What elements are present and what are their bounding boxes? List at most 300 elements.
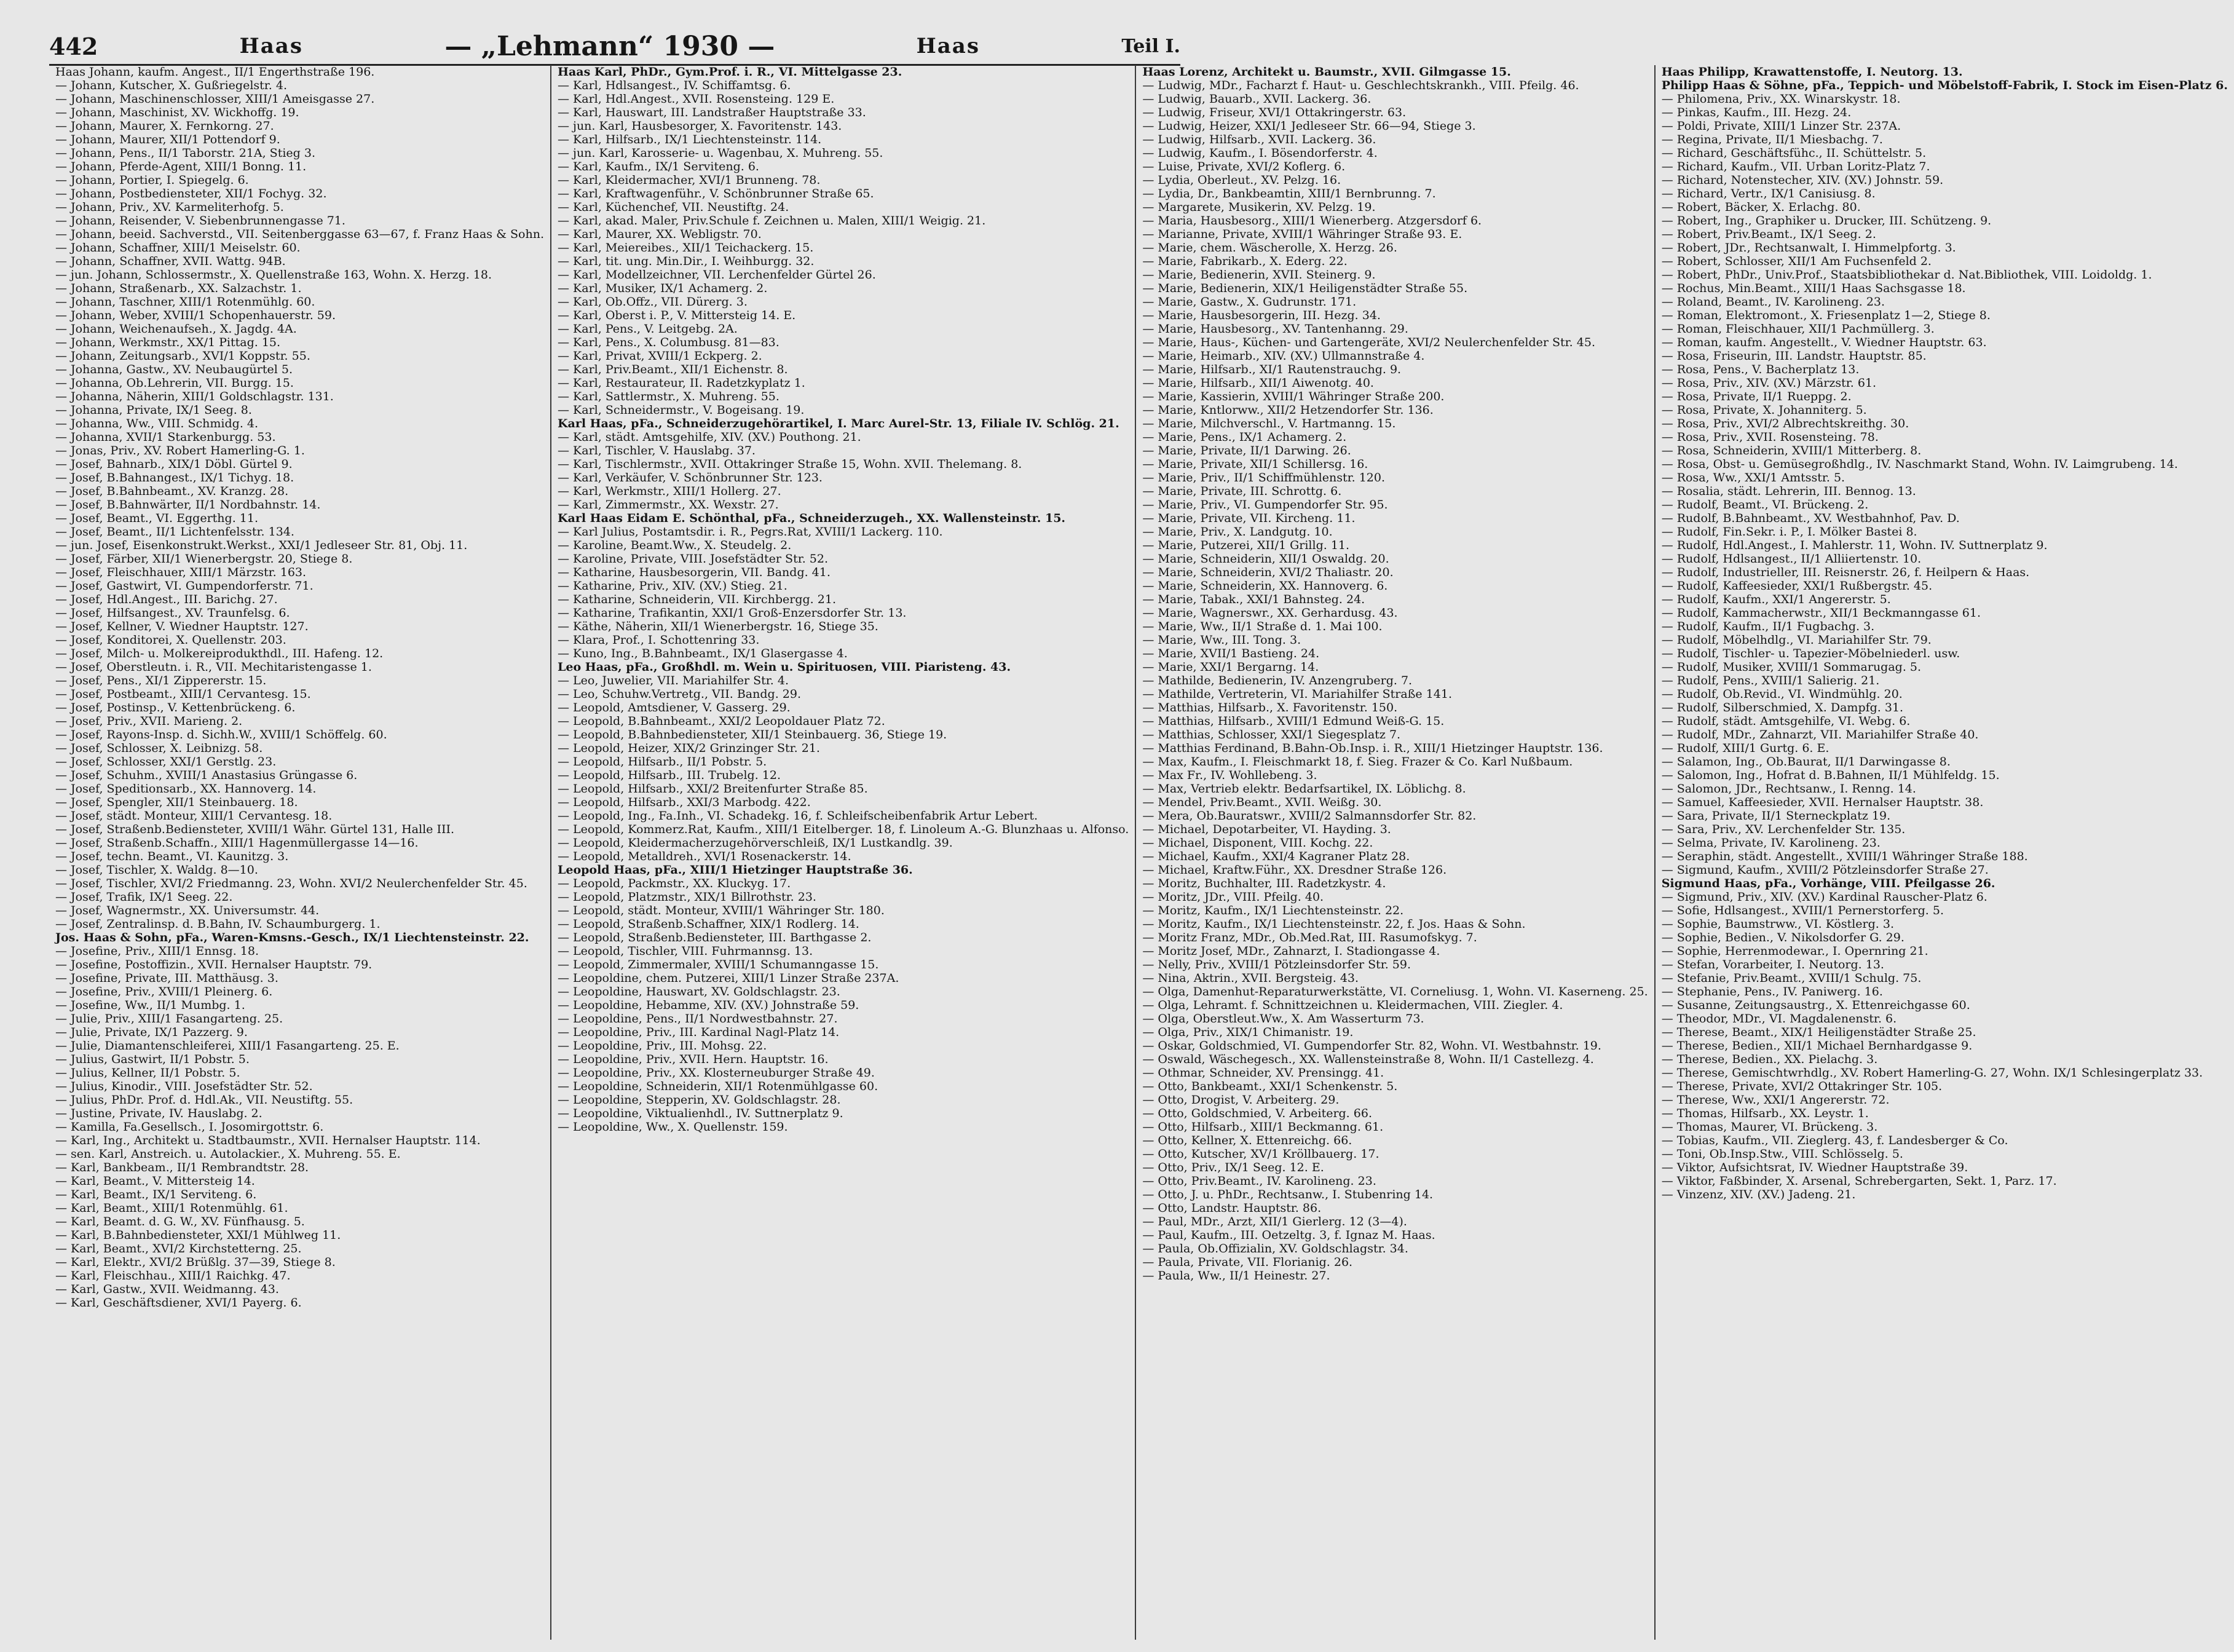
directory-entry: — Johanna, Private, IX/1 Seeg. 8.: [55, 403, 252, 417]
directory-entry: — Rudolf, Hdl.Angest., I. Mahlerstr. 11, Wohn. IV. Suttnerplatz 9.: [1661, 539, 2048, 552]
directory-entry: — Ludwig, Bauarb., XVII. Lackerg. 36.: [1142, 92, 1372, 106]
directory-entry: — Marie, Tabak., XXI/1 Bahnsteg. 24.: [1142, 593, 1365, 606]
directory-entry: — Oswald, Wäschegesch., XX. Wallensteinstraße 8, Wohn. II/1 Castellezg. 4.: [1142, 1053, 1594, 1066]
page-number: 442: [49, 32, 98, 60]
directory-entry: — Marie, Haus-, Küchen- und Gartengeräte, XVI/2 Neulerchenfelder Str. 45.: [1142, 336, 1595, 349]
directory-entry: — Sigmund, Priv., XIV. (XV.) Kardinal Rauscher-Platz 6.: [1661, 890, 1987, 904]
directory-entry: — Rudolf, B.Bahnbeamt., XV. Westbahnhof, Pav. D.: [1661, 512, 1960, 525]
directory-entry: — Karoline, Private, VIII. Josefstädter Str. 52.: [558, 552, 828, 566]
directory-entry: — Otto, Goldschmied, V. Arbeiterg. 66.: [1142, 1107, 1372, 1120]
directory-entry: — sen. Karl, Anstreich. u. Autolackier., X. Muhreng. 55. E.: [55, 1147, 401, 1161]
directory-entry: — Nina, Aktrin., XVII. Bergsteig. 43.: [1142, 971, 1359, 985]
directory-entry: — Josefine, Priv., XVIII/1 Pleinerg. 6.: [55, 985, 273, 998]
directory-entry: — Tobias, Kaufm., VII. Zieglerg. 43, f. Landesberger & Co.: [1661, 1134, 2008, 1147]
directory-entry: — Josef, Kellner, V. Wiedner Hauptstr. 127.: [55, 620, 309, 633]
directory-entry: — Josef, Wagnermstr., XX. Universumstr. 44.: [55, 904, 320, 917]
directory-entry: — Katharine, Schneiderin, VII. Kirchbergg. 21.: [558, 593, 836, 606]
directory-entry: — Leopold, Zimmermaler, XVIII/1 Schumanngasse 15.: [558, 958, 879, 971]
directory-entry: — jun. Karl, Hausbesorger, X. Favoritenstr. 143.: [558, 119, 842, 133]
directory-entry: — Jonas, Priv., XV. Robert Hamerling-G. 1.: [55, 444, 305, 457]
column-2: [551, 65, 1136, 1640]
directory-entry: — Richard, Notenstecher, XIV. (XV.) Johnstr. 59.: [1661, 173, 1944, 187]
directory-entry: Jos. Haas & Sohn, pFa., Waren-Kmsns.-Gesch., IX/1 Liechtensteinstr. 22.: [55, 931, 529, 944]
directory-entry: Haas Philipp, Krawattenstoffe, I. Neutorg. 13.: [1661, 65, 1963, 79]
directory-entry: — Sigmund, Kaufm., XVIII/2 Pötzleinsdorfer Straße 27.: [1661, 863, 1989, 877]
directory-entry: — Karl, Kraftwagenführ., V. Schönbrunner Straße 65.: [558, 187, 874, 200]
directory-entry: — Rudolf, städt. Amtsgehilfe, VI. Webg. 6.: [1661, 714, 1911, 728]
directory-entry: — Johann, beeid. Sachverstd., VII. Seitenberggasse 63—67, f. Franz Haas & Sohn.: [55, 227, 545, 241]
directory-entry: — Therese, Ww., XXI/1 Angererstr. 72.: [1661, 1093, 1890, 1107]
directory-entry: — Leopoldine, Hauswart, XV. Goldschlagstr. 23.: [558, 985, 840, 998]
directory-entry: — Leopold, Hilfsarb., XXI/3 Marbodg. 422.: [558, 796, 811, 809]
directory-entry: — Josef, Trafik, IX/1 Seeg. 22.: [55, 890, 233, 904]
directory-entry: — Rudolf, Kammacherwstr., XII/1 Beckmanngasse 61.: [1661, 606, 1981, 620]
directory-entry: — Rosa, Priv., XVII. Rosensteing. 78.: [1661, 430, 1879, 444]
directory-entry: — Rudolf, Pens., XVIII/1 Salierig. 21.: [1661, 674, 1880, 687]
directory-entry: — Josef, Gastwirt, VI. Gumpendorferstr. 71.: [55, 579, 314, 593]
directory-entry: — Marie, Private, XII/1 Schillersg. 16.: [1142, 457, 1368, 471]
directory-entry: — Therese, Gemischtwrhdlg., XV. Robert Hamerling-G. 27, Wohn. IX/1 Schlesingerplatz 33.: [1661, 1066, 2203, 1080]
directory-entry: — Johann, Straßenarb., XX. Salzachstr. 1.: [55, 282, 302, 295]
directory-entry: — Josefine, Private, III. Matthäusg. 3.: [55, 971, 278, 985]
directory-entry: — Karl, Verkäufer, V. Schönbrunner Str. 123.: [558, 471, 823, 484]
directory-entry: — Julie, Diamantenschleiferei, XIII/1 Fasangarteng. 25. E.: [55, 1039, 400, 1053]
directory-entry: — Paula, Ww., II/1 Heinestr. 27.: [1142, 1269, 1330, 1282]
directory-entry: — Marie, Private, III. Schrottg. 6.: [1142, 484, 1342, 498]
directory-entry: — Josefine, Postoffizin., XVII. Hernalser Hauptstr. 79.: [55, 958, 373, 971]
directory-entry: — Karl, Werkmstr., XIII/1 Hollerg. 27.: [558, 484, 781, 498]
directory-entry: — Rudolf, XIII/1 Gurtg. 6. E.: [1661, 741, 1829, 755]
directory-entry: — Karl, Musiker, IX/1 Achamerg. 2.: [558, 282, 768, 295]
directory-entry: — jun. Josef, Eisenkonstrukt.Werkst., XXI/1 Jedleseer Str. 81, Obj. 11.: [55, 539, 468, 552]
directory-entry: — Johann, Schaffner, XVII. Wattg. 94B.: [55, 255, 286, 268]
directory-entry: — Therese, Bedien., XX. Pielachg. 3.: [1661, 1053, 1878, 1066]
directory-entry: — Salamon, Ing., Ob.Baurat, II/1 Darwingasse 8.: [1661, 755, 1951, 769]
directory-entry: — Philomena, Priv., XX. Winarskystr. 18.: [1661, 92, 1901, 106]
directory-entry: — Ludwig, Hilfsarb., XVII. Lackerg. 36.: [1142, 133, 1376, 146]
directory-entry: — Otto, J. u. PhDr., Rechtsanw., I. Stubenring 14.: [1142, 1188, 1434, 1201]
directory-entry: — Karl, Gastw., XVII. Weidmanng. 43.: [55, 1282, 279, 1296]
directory-entry: — Mera, Ob.Bauratswr., XVIII/2 Salmannsdorfer Str. 82.: [1142, 809, 1477, 823]
directory-entry: — Rosa, Pens., V. Bacherplatz 13.: [1661, 363, 1860, 376]
directory-entry: — Leopoldine, Stepperin, XV. Goldschlagstr. 28.: [558, 1093, 841, 1107]
directory-entry: — Marie, Gastw., X. Gudrunstr. 171.: [1142, 295, 1357, 309]
directory-entry: — Johann, Postbediensteter, XII/1 Fochyg. 32.: [55, 187, 327, 200]
column-4: [1656, 65, 2234, 1640]
directory-entry: — Josef, Postinsp., V. Kettenbrückeng. 6.: [55, 701, 296, 714]
directory-entry: — Marie, chem. Wäscherolle, X. Herzg. 26.: [1142, 241, 1397, 255]
directory-entry: — Marie, Milchverschl., V. Hartmanng. 15.: [1142, 417, 1396, 430]
directory-entry: — Marianne, Private, XVIII/1 Währinger Straße 93. E.: [1142, 227, 1462, 241]
directory-entry: — Michael, Depotarbeiter, VI. Hayding. 3.: [1142, 823, 1391, 836]
directory-entry: — Rudolf, Fin.Sekr. i. P., I. Mölker Bastei 8.: [1661, 525, 1917, 539]
directory-entry: — Stefanie, Priv.Beamt., XVIII/1 Schulg. 75.: [1661, 971, 1922, 985]
directory-entry: — Rudolf, Silberschmied, X. Dampfg. 31.: [1661, 701, 1904, 714]
directory-entry: — Marie, Kntlorww., XII/2 Hetzendorfer Str. 136.: [1142, 403, 1434, 417]
directory-entry: — Josef, Tischler, XVI/2 Friedmanng. 23, Wohn. XVI/2 Neulerchenfelder Str. 45.: [55, 877, 527, 890]
directory-entry: — Karl, Beamt. d. G. W., XV. Fünfhausg. 5.: [55, 1215, 305, 1228]
directory-entry: — Leopold, Kleidermacherzugehörverschleiß, IX/1 Lustkandlg. 39.: [558, 836, 953, 850]
directory-entry: — Marie, Pens., IX/1 Achamerg. 2.: [1142, 430, 1347, 444]
directory-entry: — Otto, Kellner, X. Ettenreichg. 66.: [1142, 1134, 1352, 1147]
directory-entry: — Thomas, Maurer, VI. Brückeng. 3.: [1661, 1120, 1878, 1134]
directory-entry: — Marie, Private, II/1 Darwing. 26.: [1142, 444, 1351, 457]
directory-entry: — Robert, Priv.Beamt., IX/1 Seeg. 2.: [1661, 227, 1876, 241]
directory-entry: — Matthias Ferdinand, B.Bahn-Ob.Insp. i. R., XIII/1 Hietzinger Hauptstr. 136.: [1142, 741, 1603, 755]
directory-entry: — Johann, Werkmstr., XX/1 Pittag. 15.: [55, 336, 281, 349]
part-label: Teil I.: [1121, 35, 1180, 57]
directory-entry: — Josef, Oberstleutn. i. R., VII. Mechitaristengasse 1.: [55, 660, 372, 674]
directory-entry: — Katharine, Hausbesorgerin, VII. Bandg. 41.: [558, 566, 831, 579]
directory-entry: — Josef, B.Bahnangest., IX/1 Tichyg. 18.: [55, 471, 294, 484]
directory-entry: — Leopold, Heizer, XIX/2 Grinzinger Str. 21.: [558, 741, 820, 755]
directory-entry: — Otto, Landstr. Hauptstr. 86.: [1142, 1201, 1322, 1215]
directory-entry: — Josef, Bahnarb., XIX/1 Döbl. Gürtel 9.: [55, 457, 293, 471]
directory-entry: — Nelly, Priv., XVIII/1 Pötzleinsdorfer Str. 59.: [1142, 958, 1411, 971]
directory-entry: — Marie, Ww., II/1 Straße d. 1. Mai 100.: [1142, 620, 1383, 633]
directory-entry: — Karl, Geschäftsdiener, XVI/1 Payerg. 6.: [55, 1296, 302, 1310]
directory-entry: — Rudolf, Kaufm., XXI/1 Angererstr. 5.: [1661, 593, 1891, 606]
directory-entry: — Katharine, Trafikantin, XXI/1 Groß-Enzersdorfer Str. 13.: [558, 606, 907, 620]
directory-entry: — Robert, Bäcker, X. Erlachg. 80.: [1661, 200, 1861, 214]
directory-entry: — Karl, Oberst i. P., V. Mittersteig 14. E.: [558, 309, 796, 322]
directory-entry: — Johanna, XVII/1 Starkenburgg. 53.: [55, 430, 276, 444]
directory-entry: — Josef, Beamt., II/1 Lichtenfelsstr. 134.: [55, 525, 294, 539]
directory-entry: — Leopoldine, Hebamme, XIV. (XV.) Johnstraße 59.: [558, 998, 859, 1012]
directory-entry: — Otto, Priv.Beamt., IV. Karolineng. 23.: [1142, 1174, 1376, 1188]
directory-entry: — Julie, Priv., XIII/1 Fasangarteng. 25.: [55, 1012, 283, 1026]
directory-entry: — Leopold, Tischler, VIII. Fuhrmannsg. 13.: [558, 944, 813, 958]
directory-entry: — Marie, Bedienerin, XIX/1 Heiligenstädter Straße 55.: [1142, 282, 1468, 295]
directory-entry: — Marie, Fabrikarb., X. Ederg. 22.: [1142, 255, 1348, 268]
directory-entry: — Karl, Meiereibes., XII/1 Teichackerg. 15.: [558, 241, 814, 255]
directory-entry: — Marie, Hilfsarb., XI/1 Rautenstrauchg. 9.: [1142, 363, 1402, 376]
directory-entry: — Stefan, Vorarbeiter, I. Neutorg. 13.: [1661, 958, 1884, 971]
directory-entry: — Leopoldine, chem. Putzerei, XIII/1 Linzer Straße 237A.: [558, 971, 899, 985]
directory-entry: — Poldi, Private, XIII/1 Linzer Str. 237A.: [1661, 119, 1901, 133]
directory-entry: — Matthias, Hilfsarb., X. Favoritenstr. 150.: [1142, 701, 1398, 714]
directory-entry: — Josef, B.Bahnbeamt., XV. Kranzg. 28.: [55, 484, 289, 498]
directory-entry: — Olga, Lehramt. f. Schnittzeichnen u. Kleidermachen, VIII. Ziegler. 4.: [1142, 998, 1563, 1012]
directory-entry: — Marie, Priv., II/1 Schiffmühlenstr. 120.: [1142, 471, 1385, 484]
directory-entry: — Josef, städt. Monteur, XIII/1 Cervantesg. 18.: [55, 809, 333, 823]
directory-entry: — Othmar, Schneider, XV. Prensingg. 41.: [1142, 1066, 1384, 1080]
directory-entry: — Michael, Disponent, VIII. Kochg. 22.: [1142, 836, 1373, 850]
directory-entry: — Leopold, Amtsdiener, V. Gasserg. 29.: [558, 701, 791, 714]
directory-entry: — Leopoldine, Ww., X. Quellenstr. 159.: [558, 1120, 788, 1134]
directory-entry: — Leopold, Straßenb.Schaffner, XIX/1 Rodlerg. 14.: [558, 917, 859, 931]
directory-entry: — Marie, Hausbesorgerin, III. Hezg. 34.: [1142, 309, 1381, 322]
directory-entry: — Karl, Priv.Beamt., XII/1 Eichenstr. 8.: [558, 363, 788, 376]
directory-entry: — Karl, akad. Maler, Priv.Schule f. Zeichnen u. Malen, XIII/1 Weigig. 21.: [558, 214, 986, 227]
directory-entry: — Leo, Schuhw.Vertretg., VII. Bandg. 29.: [558, 687, 801, 701]
directory-entry: — Karoline, Beamt.Ww., X. Steudelg. 2.: [558, 539, 792, 552]
directory-entry: — Karl, Pens., X. Columbusg. 81—83.: [558, 336, 780, 349]
directory-entry: — Roman, Elektromont., X. Friesenplatz 1—2, Stiege 8.: [1661, 309, 1991, 322]
directory-entry: — Leopold, Straßenb.Bediensteter, III. Barthgasse 2.: [558, 931, 872, 944]
directory-entry: — Matthias, Schlosser, XXI/1 Siegesplatz 7.: [1142, 728, 1401, 741]
directory-entry: — Johann, Pferde-Agent, XIII/1 Bonng. 11.: [55, 160, 307, 173]
directory-entry: — Josef, Schuhm., XVIII/1 Anastasius Grüngasse 6.: [55, 769, 358, 782]
directory-entry: — Karl, Restaurateur, II. Radetzkyplatz 1.: [558, 376, 805, 390]
directory-entry: — Karl, Ing., Architekt u. Stadtbaumstr., XVII. Hernalser Hauptstr. 114.: [55, 1134, 481, 1147]
directory-entry: — Josefine, Priv., XIII/1 Ennsg. 18.: [55, 944, 259, 958]
directory-entry: — Josef, Beamt., VI. Eggerthg. 11.: [55, 512, 258, 525]
directory-entry: — Josef, Färber, XII/1 Wienerbergstr. 20, Stiege 8.: [55, 552, 353, 566]
directory-entry: — Margarete, Musikerin, XV. Pelzg. 19.: [1142, 200, 1376, 214]
directory-entry: — Karl, Maurer, XX. Webligstr. 70.: [558, 227, 762, 241]
directory-entry: — Leopold, Metalldreh., XVI/1 Rosenackerstr. 14.: [558, 850, 851, 863]
directory-entry: — Regina, Private, II/1 Miesbachg. 7.: [1661, 133, 1883, 146]
directory-entry: — Karl, Elektr., XVI/2 Brüßlg. 37—39, Stiege 8.: [55, 1255, 336, 1269]
directory-entry: — Roman, kaufm. Angestellt., V. Wiedner Hauptstr. 63.: [1661, 336, 1987, 349]
directory-entry: — Johann, Maurer, X. Fernkorng. 27.: [55, 119, 274, 133]
directory-entry: — Josef, B.Bahnwärter, II/1 Nordbahnstr. 14.: [55, 498, 321, 512]
directory-entry: — Marie, Putzerei, XII/1 Grillg. 11.: [1142, 539, 1350, 552]
directory-entry: — Karl Julius, Postamtsdir. i. R., Pegrs.Rat, XVIII/1 Lackerg. 110.: [558, 525, 943, 539]
directory-entry: — Marie, Hausbesorg., XV. Tantenhanng. 29.: [1142, 322, 1408, 336]
directory-entry: — Leopold, B.Bahnbediensteter, XII/1 Steinbauerg. 36, Stiege 19.: [558, 728, 947, 741]
directory-entry: — Leopold, Platzmstr., XIX/1 Billrothstr. 23.: [558, 890, 816, 904]
directory-entry: — Leopold, städt. Monteur, XVIII/1 Währinger Str. 180.: [558, 904, 885, 917]
directory-entry: — Karl, tit. ung. Min.Dir., I. Weihburgg. 32.: [558, 255, 815, 268]
directory-entry: — Josef, Rayons-Insp. d. Sichh.W., XVIII/1 Schöffelg. 60.: [55, 728, 387, 741]
directory-entry: — Karl, Beamt., V. Mittersteig 14.: [55, 1174, 255, 1188]
directory-entry: — Mathilde, Vertreterin, VI. Mariahilfer Straße 141.: [1142, 687, 1452, 701]
directory-entry: — Johanna, Näherin, XIII/1 Goldschlagstr. 131.: [55, 390, 334, 403]
directory-entry: — Stephanie, Pens., IV. Paniwerg. 16.: [1661, 985, 1883, 998]
directory-entry: — Leopoldine, Priv., XX. Klosterneuburger Straße 49.: [558, 1066, 875, 1080]
directory-entry: — Mathilde, Bedienerin, IV. Anzengruberg. 7.: [1142, 674, 1413, 687]
directory-entry: — Maria, Hausbesorg., XIII/1 Wienerberg. Atzgersdorf 6.: [1142, 214, 1482, 227]
directory-entry: — Karl, Pens., V. Leitgebg. 2A.: [558, 322, 738, 336]
directory-entry: — Selma, Private, IV. Karolineng. 23.: [1661, 836, 1881, 850]
directory-entry: — Leopold, Packmstr., XX. Kluckyg. 17.: [558, 877, 791, 890]
directory-entry: — Karl, Tischlermstr., XVII. Ottakringer Straße 15, Wohn. XVII. Thelemang. 8.: [558, 457, 1022, 471]
directory-entry: — Sofie, Hdlsangest., XVIII/1 Pernerstorferg. 5.: [1661, 904, 1944, 917]
directory-entry: — Karl, Beamt., XVI/2 Kirchstetterng. 25.: [55, 1242, 302, 1255]
directory-entry: — Rosa, Priv., XIV. (XV.) Märzstr. 61.: [1661, 376, 1877, 390]
directory-entry: — Olga, Priv., XIX/1 Chimanistr. 19.: [1142, 1026, 1354, 1039]
directory-entry: — Josef, Hdl.Angest., III. Barichg. 27.: [55, 593, 278, 606]
directory-entry: — Robert, Ing., Graphiker u. Drucker, III. Schützeng. 9.: [1661, 214, 1992, 227]
directory-entry: — Marie, XXI/1 Bergarng. 14.: [1142, 660, 1319, 674]
directory-entry: — Michael, Kraftw.Führ., XX. Dresdner Straße 126.: [1142, 863, 1447, 877]
header-left-word: Haas: [239, 34, 303, 58]
directory-entry: — Johann, Kutscher, X. Gußriegelstr. 4.: [55, 79, 287, 92]
directory-entry: — Marie, Kassierin, XVIII/1 Währinger Straße 200.: [1142, 390, 1445, 403]
directory-entry: — Karl, Modellzeichner, VII. Lerchenfelder Gürtel 26.: [558, 268, 876, 282]
directory-entry: — Julius, Gastwirt, II/1 Pobstr. 5.: [55, 1053, 250, 1066]
directory-entry: — Thomas, Hilfsarb., XX. Leystr. 1.: [1661, 1107, 1869, 1120]
directory-entry: — Josef, Fleischhauer, XIII/1 Märzstr. 163.: [55, 566, 307, 579]
directory-entry: — Marie, Schneiderin, XII/1 Oswaldg. 20.: [1142, 552, 1389, 566]
directory-entry: — Rudolf, Kaffeesieder, XXI/1 Rußbergstr. 45.: [1661, 579, 1933, 593]
page-title: — „Lehmann“ 1930 —: [444, 30, 775, 62]
directory-entry: — Marie, Wagnerswr., XX. Gerhardusg. 43.: [1142, 606, 1398, 620]
directory-entry: — Olga, Damenhut-Reparaturwerkstätte, VI. Corneliusg. 1, Wohn. VI. Kaserneng. 25.: [1142, 985, 1648, 998]
directory-entry: — Klara, Prof., I. Schottenring 33.: [558, 633, 760, 647]
directory-entry: — Leopold, Ing., Fa.Inh., VI. Schadekg. 16, f. Schleifscheibenfabrik Artur Lebert.: [558, 809, 1038, 823]
directory-entry: — Salomon, Ing., Hofrat d. B.Bahnen, II/1 Mühlfeldg. 15.: [1661, 769, 2000, 782]
directory-entry: — Rosa, Obst- u. Gemüsegroßhdlg., IV. Naschmarkt Stand, Wohn. IV. Laimgrubeng. 14.: [1661, 457, 2178, 471]
directory-entry: — Matthias, Hilfsarb., XVIII/1 Edmund Weiß-G. 15.: [1142, 714, 1445, 728]
directory-entry: — Josef, Straßenb.Schaffn., XIII/1 Hagenmüllergasse 14—16.: [55, 836, 419, 850]
directory-entry: — Karl, Hdlsangest., IV. Schiffamtsg. 6.: [558, 79, 791, 92]
directory-entry: — Leopoldine, Priv., III. Mohsg. 22.: [558, 1039, 767, 1053]
header-right-word: Haas: [916, 34, 980, 58]
directory-entry: — Josef, Zentralinsp. d. B.Bahn, IV. Schaumburgerg. 1.: [55, 917, 381, 931]
directory-entry: — Kamilla, Fa.Gesellsch., I. Josomirgottstr. 6.: [55, 1120, 324, 1134]
directory-entry: — Michael, Kaufm., XXI/4 Kagraner Platz 28.: [1142, 850, 1410, 863]
directory-entry: — Josef, Straßenb.Bediensteter, XVIII/1 Währ. Gürtel 131, Halle III.: [55, 823, 455, 836]
directory-entry: — Lydia, Oberleut., XV. Pelzg. 16.: [1142, 173, 1341, 187]
directory-entry: — Karl, Kleidermacher, XVI/1 Brunneng. 78.: [558, 173, 821, 187]
directory-entry: — Rudolf, Tischler- u. Tapezier-Möbelniederl. usw.: [1661, 647, 1960, 660]
directory-entry: — Josef, Tischler, X. Waldg. 8—10.: [55, 863, 258, 877]
directory-entry: — Karl, Hdl.Angest., XVII. Rosensteing. 129 E.: [558, 92, 835, 106]
directory-entry: — Leopoldine, Priv., XVII. Hern. Hauptstr. 16.: [558, 1053, 829, 1066]
directory-entry: — Johann, Priv., XV. Karmeliterhofg. 5.: [55, 200, 284, 214]
directory-entry: — Josef, Speditionsarb., XX. Hannoverg. 14.: [55, 782, 317, 796]
directory-entry: — Roman, Fleischhauer, XII/1 Pachmüllerg. 3.: [1661, 322, 1935, 336]
directory-entry: — Sophie, Herrenmodewar., I. Opernring 21.: [1661, 944, 1928, 958]
directory-entry: — Leopold, Hilfsarb., XXI/2 Breitenfurter Straße 85.: [558, 782, 868, 796]
directory-entry: Karl Haas, pFa., Schneiderzugehörartikel, I. Marc Aurel-Str. 13, Filiale IV. Schlög. 21.: [558, 417, 1119, 430]
directory-entry: — Johann, Maurer, XII/1 Pottendorf 9.: [55, 133, 280, 146]
directory-entry: — Rudolf, Möbelhdlg., VI. Mariahilfer Str. 79.: [1661, 633, 1932, 647]
directory-entry: — Rudolf, Industrieller, III. Reisnerstr. 26, f. Heilpern & Haas.: [1661, 566, 2030, 579]
directory-entry: — Leopoldine, Priv., III. Kardinal Nagl-Platz 14.: [558, 1026, 840, 1039]
directory-entry: — Rudolf, MDr., Zahnarzt, VII. Mariahilfer Straße 40.: [1661, 728, 1979, 741]
directory-entry: — Richard, Geschäftsfühc., II. Schüttelstr. 5.: [1661, 146, 1927, 160]
directory-entry: — Paul, MDr., Arzt, XII/1 Gierlerg. 12 (3—4).: [1142, 1215, 1407, 1228]
directory-entry: — Richard, Vertr., IX/1 Canisiusg. 8.: [1661, 187, 1876, 200]
directory-entry: — Karl, Hilfsarb., IX/1 Liechtensteinstr. 114.: [558, 133, 822, 146]
directory-entry: — Rudolf, Musiker, XVIII/1 Sommarugag. 5.: [1661, 660, 1922, 674]
directory-entry: — Katharine, Priv., XIV. (XV.) Stieg. 21.: [558, 579, 787, 593]
directory-entry: — Robert, PhDr., Univ.Prof., Staatsbibliothekar d. Nat.Bibliothek, VIII. Loidoldg. 1.: [1661, 268, 2152, 282]
directory-entry: — Johann, Reisender, V. Siebenbrunnengasse 71.: [55, 214, 345, 227]
directory-entry: — Therese, Beamt., XIX/1 Heiligenstädter Straße 25.: [1661, 1026, 1976, 1039]
directory-entry: — Johanna, Ob.Lehrerin, VII. Burgg. 15.: [55, 376, 294, 390]
column-1: [49, 65, 551, 1640]
directory-entry: — Karl, B.Bahnbediensteter, XXI/1 Mühlweg 11.: [55, 1228, 341, 1242]
directory-entry: — Marie, Heimarb., XIV. (XV.) Ullmannstraße 4.: [1142, 349, 1425, 363]
directory-entry: — Josef, Milch- u. Molkereiprodukthdl., III. Hafeng. 12.: [55, 647, 384, 660]
directory-entry: — Justine, Private, IV. Hauslabg. 2.: [55, 1107, 262, 1120]
directory-entry: — Otto, Bankbeamt., XXI/1 Schenkenstr. 5.: [1142, 1080, 1398, 1093]
directory-entry: — Susanne, Zeitungsaustrg., X. Ettenreichgasse 60.: [1661, 998, 1970, 1012]
directory-entry: — Johann, Pens., II/1 Taborstr. 21A, Stieg 3.: [55, 146, 315, 160]
directory-entry: — Paul, Kaufm., III. Oetzeltg. 3, f. Ignaz M. Haas.: [1142, 1228, 1435, 1242]
directory-entry: — Johanna, Ww., VIII. Schmidg. 4.: [55, 417, 259, 430]
directory-entry: — Johann, Zeitungsarb., XVI/1 Koppstr. 55.: [55, 349, 310, 363]
directory-entry: — Moritz Josef, MDr., Zahnarzt, I. Stadiongasse 4.: [1142, 944, 1440, 958]
directory-entry: — Johann, Portier, I. Spiegelg. 6.: [55, 173, 249, 187]
directory-entry: — Leopoldine, Schneiderin, XII/1 Rotenmühlgasse 60.: [558, 1080, 878, 1093]
directory-entry: — Otto, Kutscher, XV/1 Kröllbauerg. 17.: [1142, 1147, 1379, 1161]
directory-entry: Leo Haas, pFa., Großhdl. m. Wein u. Spirituosen, VIII. Piaristeng. 43.: [558, 660, 1011, 674]
directory-entry: — Josef, Schlosser, XXI/1 Gerstlg. 23.: [55, 755, 277, 769]
directory-entry: — Leo, Juwelier, VII. Mariahilfer Str. 4.: [558, 674, 789, 687]
directory-entry: — Julius, Kinodir., VIII. Josefstädter Str. 52.: [55, 1080, 313, 1093]
directory-entry: — Karl, Zimmermstr., XX. Wexstr. 27.: [558, 498, 779, 512]
directory-entry: — Leopold, B.Bahnbeamt., XXI/2 Leopoldauer Platz 72.: [558, 714, 885, 728]
directory-entry: — Karl, Sattlermstr., X. Muhreng. 55.: [558, 390, 780, 403]
directory-entry: — jun. Karl, Karosserie- u. Wagenbau, X. Muhreng. 55.: [558, 146, 883, 160]
directory-entry: — Rudolf, Hdlsangest., II/1 Alliiertenstr. 10.: [1661, 552, 1922, 566]
directory-entry: — Viktor, Aufsichtsrat, IV. Wiedner Hauptstraße 39.: [1661, 1161, 1968, 1174]
directory-entry: — Therese, Bedien., XII/1 Michael Bernhardgasse 9.: [1661, 1039, 1973, 1053]
directory-entry: Leopold Haas, pFa., XIII/1 Hietzinger Hauptstraße 36.: [558, 863, 913, 877]
directory-entry: — Rosa, Private, X. Johanniterg. 5.: [1661, 403, 1867, 417]
directory-entry: — Moritz, Kaufm., IX/1 Liechtensteinstr. 22, f. Jos. Haas & Sohn.: [1142, 917, 1526, 931]
directory-entry: — Viktor, Faßbinder, X. Arsenal, Schrebergarten, Sekt. 1, Parz. 17.: [1661, 1174, 2057, 1188]
directory-entry: — Marie, Priv., VI. Gumpendorfer Str. 95.: [1142, 498, 1388, 512]
directory-entry: — Marie, Priv., X. Landgutg. 10.: [1142, 525, 1333, 539]
directory-entry: — Moritz Franz, MDr., Ob.Med.Rat, III. Rasumofskyg. 7.: [1142, 931, 1477, 944]
directory-entry: — Josef, techn. Beamt., VI. Kaunitzg. 3.: [55, 850, 289, 863]
directory-entry: — Max Fr., IV. Wohllebeng. 3.: [1142, 769, 1317, 782]
directory-entry: — jun. Johann, Schlossermstr., X. Quellenstraße 163, Wohn. X. Herzg. 18.: [55, 268, 492, 282]
directory-entry: — Johann, Weichenaufseh., X. Jagdg. 4A.: [55, 322, 297, 336]
directory-entry: — Josef, Postbeamt., XIII/1 Cervantesg. 15.: [55, 687, 311, 701]
directory-entry: — Leopold, Hilfsarb., III. Trubelg. 12.: [558, 769, 781, 782]
directory-entry: — Sara, Priv., XV. Lerchenfelder Str. 135.: [1661, 823, 1906, 836]
directory-entry: — Leopold, Hilfsarb., II/1 Pobstr. 5.: [558, 755, 767, 769]
directory-entry: — Marie, XVII/1 Bastieng. 24.: [1142, 647, 1320, 660]
directory-entry: — Marie, Hilfsarb., XII/1 Aiwenotg. 40.: [1142, 376, 1374, 390]
directory-entry: — Leopoldine, Viktualienhdl., IV. Suttnerplatz 9.: [558, 1107, 843, 1120]
directory-entry: Sigmund Haas, pFa., Vorhänge, VIII. Pfeilgasse 26.: [1661, 877, 1995, 890]
page-header: [49, 25, 1180, 68]
directory-entry: — Karl, Ob.Offz., VII. Dürerg. 3.: [558, 295, 748, 309]
directory-entry: — Therese, Private, XVI/2 Ottakringer Str. 105.: [1661, 1080, 1943, 1093]
directory-entry: — Johann, Taschner, XIII/1 Rotenmühlg. 60.: [55, 295, 315, 309]
directory-entry: Haas Johann, kaufm. Angest., II/1 Engerthstraße 196.: [55, 65, 375, 79]
directory-entry: — Sara, Private, II/1 Sterneckplatz 19.: [1661, 809, 1891, 823]
directory-entry: — Richard, Kaufm., VII. Urban Loritz-Platz 7.: [1661, 160, 1930, 173]
directory-entry: — Karl, Küchenchef, VII. Neustiftg. 24.: [558, 200, 789, 214]
directory-entry: — Karl, Hauswart, III. Landstraßer Hauptstraße 33.: [558, 106, 866, 119]
directory-entry: Karl Haas Eidam E. Schönthal, pFa., Schneiderzugeh., XX. Wallensteinstr. 15.: [558, 512, 1066, 525]
directory-entry: — Paula, Ob.Offizialin, XV. Goldschlagstr. 34.: [1142, 1242, 1408, 1255]
directory-entry: — Ludwig, Kaufm., I. Bösendorferstr. 4.: [1142, 146, 1378, 160]
directory-entry: — Moritz, Buchhalter, III. Radetzkystr. 4.: [1142, 877, 1386, 890]
directory-entry: — Johann, Schaffner, XIII/1 Meiselstr. 60.: [55, 241, 301, 255]
directory-entry: — Josef, Konditorei, X. Quellenstr. 203.: [55, 633, 286, 647]
column-3: [1136, 65, 1655, 1640]
directory-entry: — Max, Kaufm., I. Fleischmarkt 18, f. Sieg. Frazer & Co. Karl Nußbaum.: [1142, 755, 1573, 769]
directory-entry: — Otto, Priv., IX/1 Seeg. 12. E.: [1142, 1161, 1324, 1174]
directory-entry: — Luise, Private, XVI/2 Koflerg. 6.: [1142, 160, 1346, 173]
directory-entry: — Oskar, Goldschmied, VI. Gumpendorfer Str. 82, Wohn. VI. Westbahnstr. 19.: [1142, 1039, 1601, 1053]
directory-entry: — Otto, Drogist, V. Arbeiterg. 29.: [1142, 1093, 1340, 1107]
directory-entry: — Mendel, Priv.Beamt., XVII. Weißg. 30.: [1142, 796, 1382, 809]
directory-entry: — Marie, Ww., III. Tong. 3.: [1142, 633, 1301, 647]
directory-entry: — Moritz, Kaufm., IX/1 Liechtensteinstr. 22.: [1142, 904, 1404, 917]
directory-entry: — Rochus, Min.Beamt., XIII/1 Haas Sachsgasse 18.: [1661, 282, 1966, 295]
directory-entry: — Karl, Schneidermstr., V. Bogeisang. 19.: [558, 403, 805, 417]
directory-entry: — Salomon, JDr., Rechtsanw., I. Renng. 14.: [1661, 782, 1916, 796]
directory-entry: — Julie, Private, IX/1 Pazzerg. 9.: [55, 1026, 248, 1039]
directory-entry: — Ludwig, Heizer, XXI/1 Jedleseer Str. 66—94, Stiege 3.: [1142, 119, 1476, 133]
directory-entry: — Käthe, Näherin, XII/1 Wienerbergstr. 16, Stiege 35.: [558, 620, 878, 633]
directory-entry: — Johann, Maschinist, XV. Wickhoffg. 19.: [55, 106, 299, 119]
directory-entry: — Johanna, Gastw., XV. Neubaugürtel 5.: [55, 363, 293, 376]
directory-entry: — Rudolf, Ob.Revid., VI. Windmühlg. 20.: [1661, 687, 1903, 701]
